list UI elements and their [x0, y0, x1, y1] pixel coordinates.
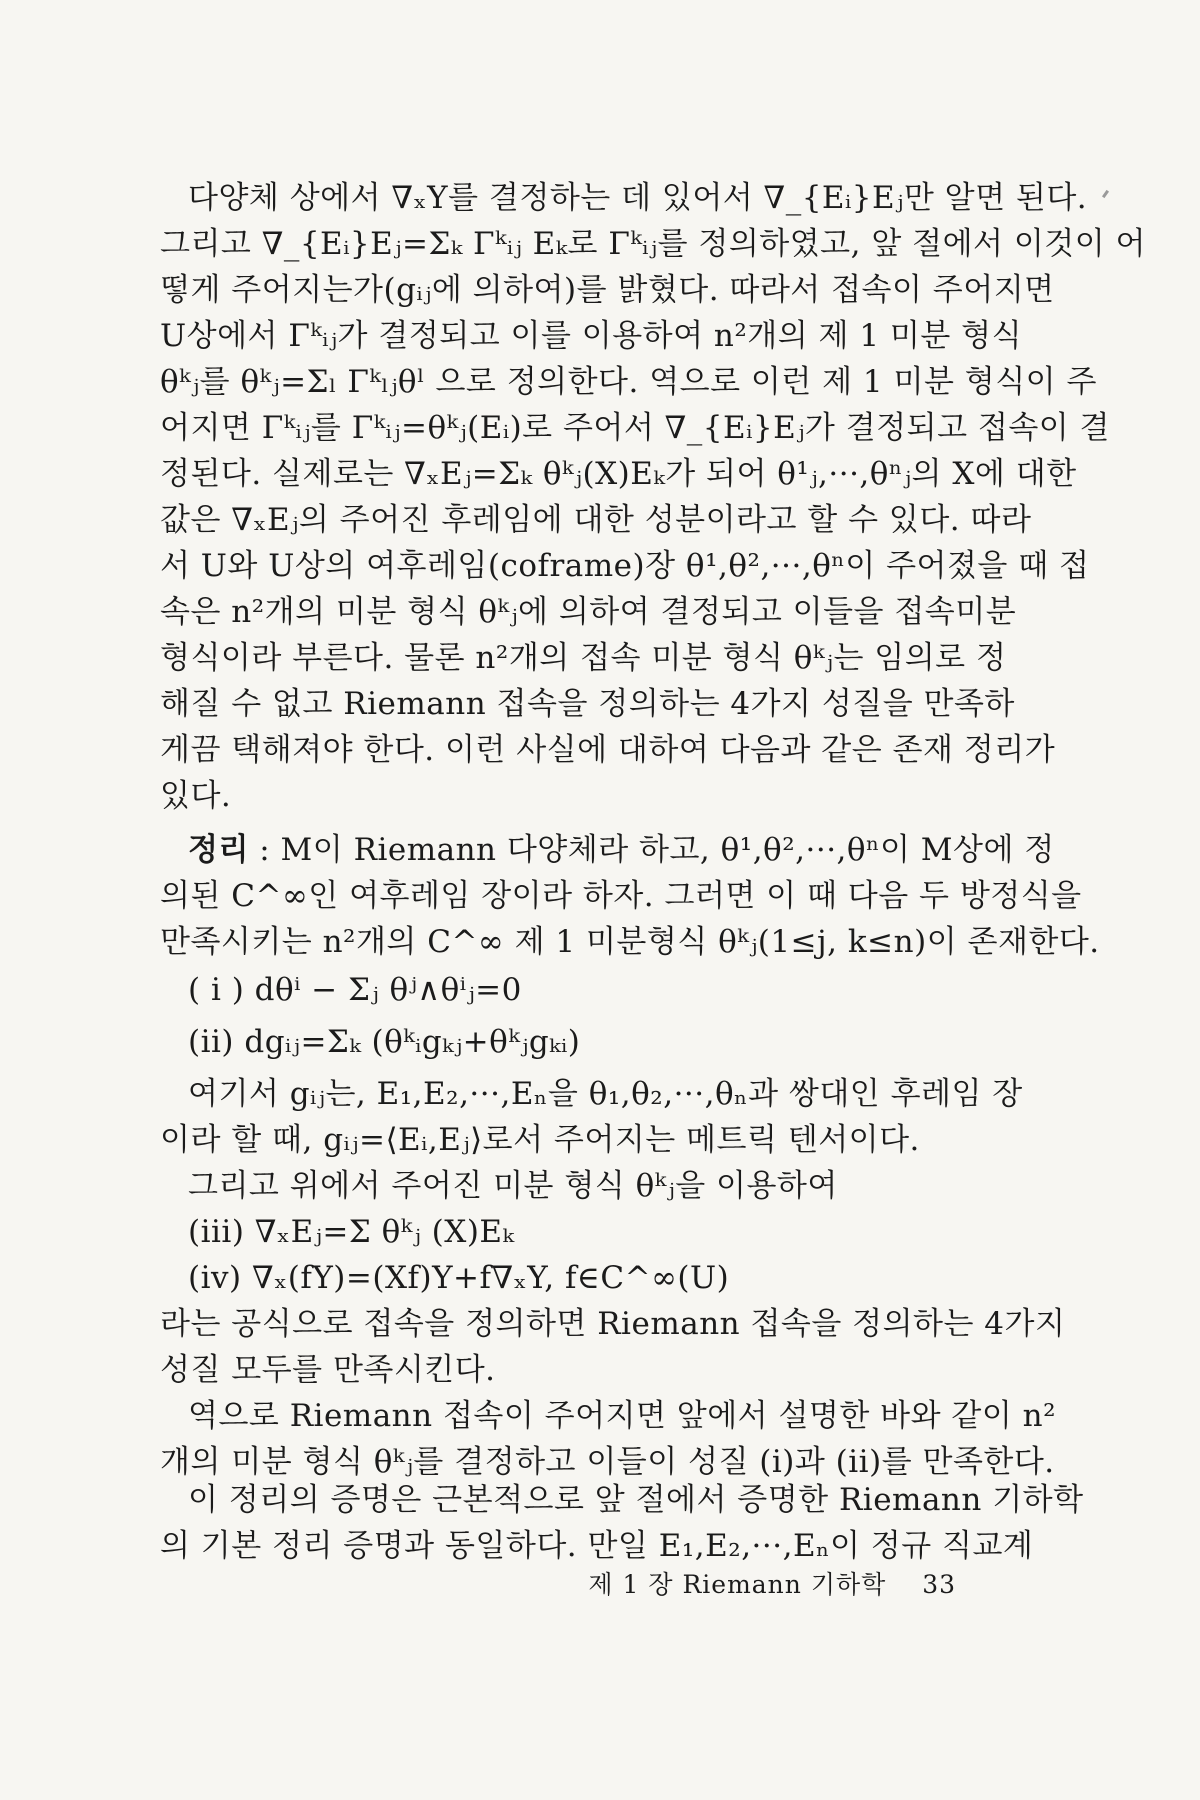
equation-i: ( i ) dθⁱ − Σⱼ θʲ∧θⁱⱼ=0: [188, 972, 522, 1008]
text-line: U상에서 Γᵏᵢⱼ가 결정되고 이를 이용하여 n²개의 제 1 미분 형식: [160, 318, 1023, 354]
theorem-first-line: [188, 830, 1055, 870]
page-footer: [160, 1568, 956, 1602]
text-line: 여기서 gᵢⱼ는, E₁,E₂,···,Eₙ을 θ₁,θ₂,···,θₙ과 쌍대인 후레임 장: [188, 1076, 1023, 1112]
page-number: 33: [922, 1570, 956, 1599]
equation-iv: (iv) ∇ₓ(fY)=(Xf)Y+f∇ₓY, f∈C^∞(U): [188, 1260, 730, 1296]
running-footer-chapter: 제 1 장 Riemann 기하학: [588, 1570, 887, 1599]
text-line: 개의 미분 형식 θᵏⱼ를 결정하고 이들이 성질 (i)과 (ii)를 만족한다.: [160, 1444, 1055, 1480]
text-line: 속은 n²개의 미분 형식 θᵏⱼ에 의하여 결정되고 이들을 접속미분: [160, 594, 1017, 630]
text-line: 의된 C^∞인 여후레임 장이라 하자. 그러면 이 때 다음 두 방정식을: [160, 878, 1082, 914]
theorem-label: 정리: [188, 832, 249, 868]
text-line: 게끔 택해져야 한다. 이런 사실에 대하여 다음과 같은 존재 정리가: [160, 732, 1056, 768]
text-line: 그리고 위에서 주어진 미분 형식 θᵏⱼ을 이용하여: [188, 1168, 838, 1204]
text-line: 해질 수 없고 Riemann 접속을 정의하는 4가지 성질을 만족하: [160, 686, 1015, 722]
text-line: 서 U와 U상의 여후레임(coframe)장 θ¹,θ²,···,θⁿ이 주어졌을 때 접: [160, 548, 1090, 584]
text-line: 정된다. 실제로는 ∇ₓEⱼ=Σₖ θᵏⱼ(X)Eₖ가 되어 θ¹ⱼ,···,θⁿⱼ의 X에 대한: [160, 456, 1077, 492]
equation-ii: (ii) dgᵢⱼ=Σₖ (θᵏᵢgₖⱼ+θᵏⱼgₖᵢ): [188, 1024, 581, 1060]
text-line: 있다.: [160, 778, 232, 814]
equation-iii: (iii) ∇ₓEⱼ=Σ θᵏⱼ (X)Eₖ: [188, 1214, 515, 1250]
text-line: 떻게 주어지는가(gᵢⱼ에 의하여)를 밝혔다. 따라서 접속이 주어지면: [160, 272, 1055, 308]
text-line: 값은 ∇ₓEⱼ의 주어진 후레임에 대한 성분이라고 할 수 있다. 따라: [160, 502, 1032, 538]
text-line: 역으로 Riemann 접속이 주어지면 앞에서 설명한 바와 같이 n²: [188, 1398, 1057, 1434]
text-line: 라는 공식으로 접속을 정의하면 Riemann 접속을 정의하는 4가지: [160, 1306, 1066, 1342]
text-line: 다양체 상에서 ∇ₓY를 결정하는 데 있어서 ∇_{Eᵢ}Eⱼ만 알면 된다.: [188, 180, 1088, 216]
text-line: 어지면 Γᵏᵢⱼ를 Γᵏᵢⱼ=θᵏⱼ(Eᵢ)로 주어서 ∇_{Eᵢ}Eⱼ가 결정되고 접속이 결: [160, 410, 1111, 446]
scan-speck: [1102, 190, 1109, 198]
text-line: 만족시키는 n²개의 C^∞ 제 1 미분형식 θᵏⱼ(1≤j, k≤n)이 존재한다.: [160, 924, 1100, 960]
text-line: θᵏⱼ를 θᵏⱼ=Σₗ Γᵏₗⱼθˡ 으로 정의한다. 역으로 이런 제 1 미분 형식이 주: [160, 364, 1097, 400]
text-line: 이라 할 때, gᵢⱼ=⟨Eᵢ,Eⱼ⟩로서 주어지는 메트릭 텐서이다.: [160, 1122, 920, 1158]
text-line: 그리고 ∇_{Eᵢ}Eⱼ=Σₖ Γᵏᵢⱼ Eₖ로 Γᵏᵢⱼ를 정의하였고, 앞 절에서 이것이 어: [160, 226, 1146, 262]
text-line: 성질 모두를 만족시킨다.: [160, 1352, 496, 1388]
text-line: 형식이라 부른다. 물론 n²개의 접속 미분 형식 θᵏⱼ는 임의로 정: [160, 640, 1007, 676]
theorem-statement: : M이 Riemann 다양체라 하고, θ¹,θ²,···,θⁿ이 M상에 정: [248, 832, 1055, 868]
text-line: 이 정리의 증명은 근본적으로 앞 절에서 증명한 Riemann 기하학: [188, 1482, 1084, 1518]
text-line: 의 기본 정리 증명과 동일하다. 만일 E₁,E₂,···,Eₙ이 정규 직교계: [160, 1528, 1034, 1564]
